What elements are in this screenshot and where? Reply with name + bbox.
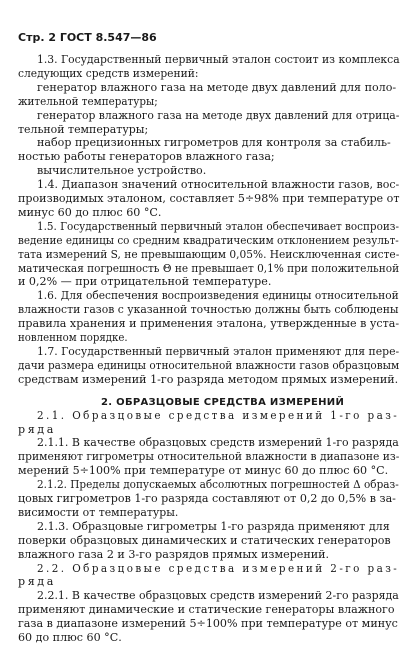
text-line: висимости от температуры. xyxy=(18,505,179,519)
text-line: 1.3. Государственный первичный эталон состоит из комплекса xyxy=(37,53,400,66)
text-line: новленном порядке. xyxy=(18,331,128,344)
text-line: 2.2.1. В качестве образцовых средств измерений 2-го разряда xyxy=(37,589,399,603)
text-line: жительной температуры; xyxy=(18,94,158,108)
text-line: матическая погрешность Θ не превышает 0,1% при положительной xyxy=(18,261,400,275)
section-heading: 2. ОБРАЗЦОВЫЕ СРЕДСТВА ИЗМЕРЕНИЙ xyxy=(101,396,345,408)
text-line: 1.5. Государственный первичный эталон обеспечивает воспроиз- xyxy=(37,219,399,233)
text-line: 1.4. Диапазон значений относительной влажности газов, вос- xyxy=(37,178,400,192)
text-line: влажности газов с указанной точностью должны быть соблюдены xyxy=(18,303,399,317)
text-line: 60 до плюс 60 °С. xyxy=(18,631,122,644)
text-line: 1.6. Для обеспечения воспроизведения единицы относительной xyxy=(37,289,399,303)
subsection-title: 2.2. Образцовые средства измерений 2-го раз- xyxy=(37,561,400,575)
text-line: цовых гигрометров 1-го разряда составляют от 0,2 до 0,5% в за- xyxy=(18,492,396,505)
text-line: тельной температуры; xyxy=(18,122,149,136)
text-line: применяют динамические и статические генераторы влажного xyxy=(18,603,395,617)
text-line: тата измерений S, не превышающим 0,05%. Неисключенная систе- xyxy=(18,247,400,261)
text-line: применяют гигрометры относительной влажности в диапазоне из- xyxy=(18,450,400,464)
text-line: 2.1.3. Образцовые гигрометры 1-го разряда применяют для xyxy=(37,519,390,533)
subsection-title: ряда xyxy=(18,422,56,436)
text-line: ведение единицы со средним квадратическим отклонением результ- xyxy=(18,233,399,247)
text-line: производимых эталоном, составляет 5÷98% при температуре от xyxy=(18,192,400,205)
page-header: Стр. 2 ГОСТ 8.547—86 xyxy=(18,31,157,44)
text-line: и 0,2% — при отрицательной температуре. xyxy=(18,275,272,289)
text-line: вычислительное устройство. xyxy=(37,164,207,178)
text-line: мерений 5÷100% при температуре от минус 60 до плюс 60 °С. xyxy=(18,464,389,478)
subsection-title: 2.1. Образцовые средства измерений 1-го раз- xyxy=(37,408,400,422)
text-line: генератор влажного газа на методе двух давлений для поло- xyxy=(37,80,397,94)
text-line: 2.1.2. Пределы допускаемых абсолютных погрешностей Δ образ- xyxy=(37,478,399,492)
text-line: следующих средств измерений: xyxy=(18,66,199,80)
text-line: дачи размера единицы относительной влажности газов образцовым xyxy=(18,358,400,372)
text-line: влажного газа 2 и 3-го разрядов прямых измерений. xyxy=(18,547,330,561)
text-line: газа в диапазоне измерений 5÷100% при температуре от минус xyxy=(18,617,398,631)
text-line: 1.7. Государственный первичный эталон применяют для пере- xyxy=(37,344,400,358)
text-line: поверки образцовых динамических и статических генераторов xyxy=(18,533,391,547)
text-line: правила хранения и применения эталона, утвержденные в уста- xyxy=(18,317,400,331)
text-line: генератор влажного газа на методе двух давлений для отрица- xyxy=(37,108,400,122)
text-line: средствам измерений 1-го разряда методом прямых измерений. xyxy=(18,372,399,386)
text-line: набор прецизионных гигрометров для контроля за стабиль- xyxy=(37,136,391,150)
text-line: минус 60 до плюс 60 °С. xyxy=(18,205,162,219)
text-line: 2.1.1. В качестве образцовых средств измерений 1-го разряда xyxy=(37,436,399,450)
text-line: ностью работы генераторов влажного газа; xyxy=(18,150,275,164)
subsection-title: ряда xyxy=(18,575,56,589)
